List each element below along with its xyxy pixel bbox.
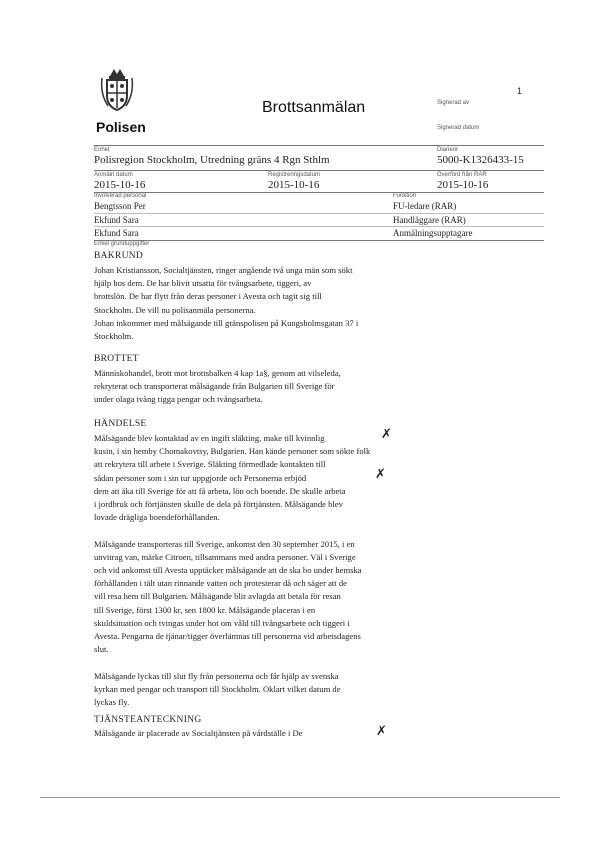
personal-name: Ekfund Sara — [94, 228, 139, 238]
police-logo-text: Polisen — [96, 119, 146, 135]
divider — [94, 240, 544, 241]
personal-name: Bengtsson Per — [94, 201, 146, 211]
section-heading-bakrund: BAKRUND — [94, 251, 144, 261]
document-title: Brottsanmälan — [262, 99, 366, 116]
divider — [94, 145, 544, 146]
check-mark-icon: ✗ — [381, 427, 392, 442]
footer-divider — [40, 797, 560, 798]
grund-label: Enkel grunduppgifter — [94, 241, 150, 247]
signed-by-label: Signerad av — [437, 100, 470, 106]
personal-role: FU-ledare (RAR) — [393, 201, 457, 211]
divider — [94, 170, 544, 171]
enhet-value: Polisregion Stockholm, Utredning gräns 4 Rgn Sthlm — [94, 154, 330, 166]
section-heading-handelse: HÄNDELSE — [94, 419, 147, 429]
section-heading-tjansteanteckning: TJÄNSTEANTECKNING — [94, 715, 202, 725]
divider — [94, 192, 544, 193]
check-mark-icon: ✗ — [376, 724, 387, 739]
regdatum-value: 2015-10-16 — [268, 179, 320, 191]
diarie-value: 5000-K1326433-15 — [437, 154, 524, 166]
diarie-label: Diarienr — [437, 147, 459, 153]
anmdatum-label: Anmäln datum — [94, 172, 133, 178]
divider — [94, 226, 544, 227]
personal-role: Handläggare (RAR) — [393, 215, 466, 225]
signed-date-label: Signerad datum — [437, 125, 480, 131]
personal-role: Anmälningsupptagare — [393, 228, 473, 238]
funktion-label: Funktion — [393, 193, 417, 199]
page-number: 1 — [517, 86, 523, 96]
section-heading-brottet: BROTTET — [94, 354, 139, 364]
personal-name: Ekfund Sara — [94, 215, 139, 225]
anmdatum-value: 2015-10-16 — [94, 179, 146, 191]
regdatum-label: Registreringsdatum — [268, 172, 321, 178]
section-text-bakrund: Johan Kristiansson, Socialtjänsten, ringer angående två unga män som sökt hjälp hos dem. De har blivit utsatta för tvångsarbete, tiggeri, av brottslön. De har flytt från deras personer i Avesta och tagit sig till Stockholm. De vill nu polisanmäla personerna. Johan inkommer med målsägande till gränspolisen på Kungsholmsgatan 37 i Stockholm. — [94, 265, 359, 342]
section-text-handelse: Målsägande blev kontaktad av en ingift släkting, make till kvinnlig kusin, i sin hemby Chomakovtsy, Bulgarien. Han kände personer som sökte folk att rekrytera till arbete i Sverige. Släkting förmedlade kontakten till sådan personer som i sin tur uppgjorde och Personerna erbjöd dem att åka till Sverige för att få arbeta, lön och boende. De skulle arbeta i jordbruk och förtjänsten skulle de dela på förtjänsten. Målsägande blev lovade drägliga boendeförhållanden. Målsägande transporteras till Sverige, ankomst den 30 september 2015, i en unvitrag van, märke Citroen, tillsammans med andra personer. Väl i Sverige och vid ankomst till Avesta upptäcker målsägande att de ska bo under hemska förhållanden i tält utan rinnande vatten och protesterar då och säger att de vill resa hem till Bulgarien. Målsägande blir avlagda att betala för resan till Sverige, först 1300 kr, sen 1800 kr. Målsägande placeras i en skuldsituation och tvingas under hot om våld till tvångsarbete och tiggeri i Avesta. Pengarna de tjänar/tigger överlämnas till personerna vid arbetsdagens slut. Målsägande lyckas till slut fly från personerna och får hjälp av svenska kyrkan med pengar och transport till Stockholm. Oklart vilket datum de lyckas fly. — [94, 433, 371, 708]
check-mark-icon: ✗ — [375, 467, 386, 482]
section-text-tjansteanteckning: Målsägande är placerade av Socialtjänsten på vårdställe i De — [94, 728, 303, 738]
divider — [94, 213, 544, 214]
police-crest-icon — [100, 66, 134, 116]
enhet-label: Enhet — [94, 147, 110, 153]
personal-label: Involverad personal — [94, 193, 147, 199]
section-text-brottet: Människohandel, brott mot brottsbalken 4 kap 1a§, genom att vilseleda, rekryterat och transporterat målsägande från Bulgarien till Sverige för under olaga tvång tigga pengar och tvångsarbeta. — [94, 368, 341, 405]
overford-label: Överförd från RAR — [437, 172, 487, 178]
overford-value: 2015-10-16 — [437, 179, 489, 191]
